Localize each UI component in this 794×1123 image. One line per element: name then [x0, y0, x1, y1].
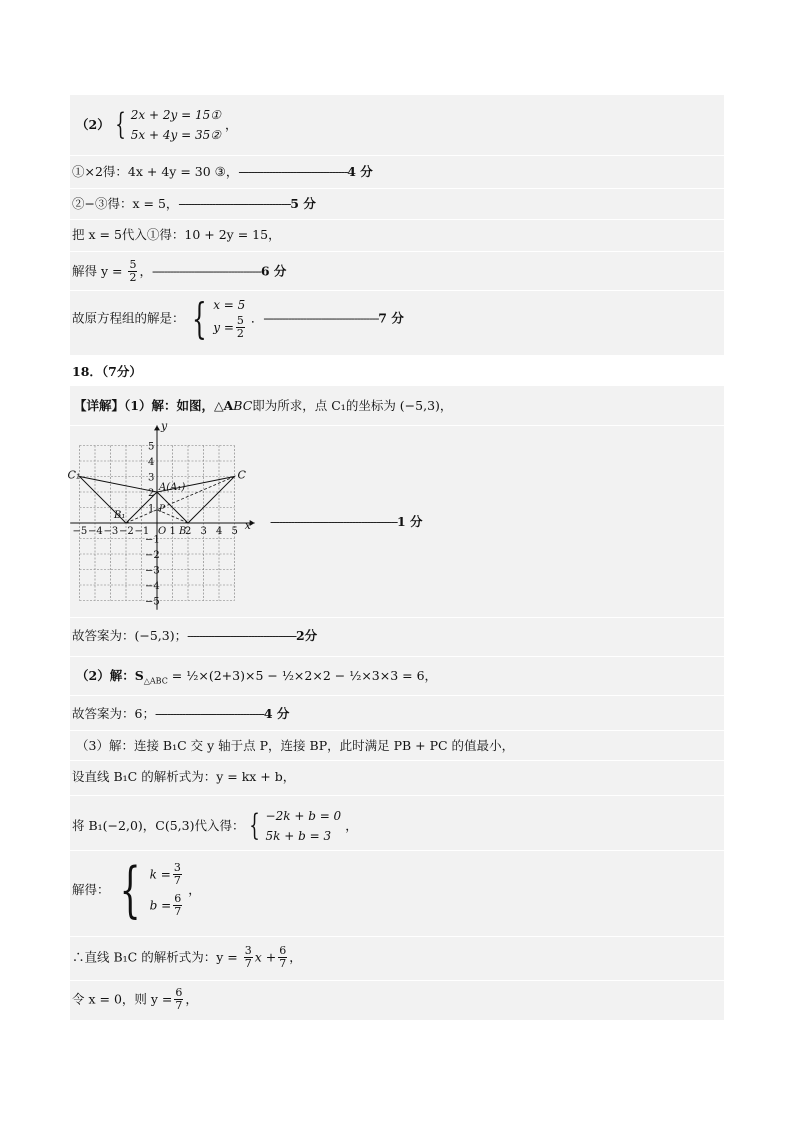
- x-tick-label: 1: [169, 526, 176, 537]
- separator: [70, 730, 724, 731]
- point-label-a: A(A₁): [159, 482, 186, 493]
- x-tick-label: −1: [134, 526, 150, 537]
- solution-system: k = $\frac{3}{7}$ b = $\frac{6}{7}$: [149, 861, 182, 918]
- y-axis-arrow-icon: [154, 425, 160, 430]
- part3-result-line: ∴直线 B₁C 的解析式为：y = $\frac{3}{7}$ x + $\frac{6}{7}$ ，: [72, 944, 302, 970]
- point-label-c1: C₁: [67, 468, 81, 482]
- answer-line-2: 故答案为：6；------------------------------------4 分: [72, 706, 290, 721]
- score-mark: 2分: [295, 628, 318, 643]
- step-text: ①×2得：4x + 4y = 30 ③，: [72, 164, 239, 179]
- dash-leader: -------------------------------------: [178, 196, 291, 211]
- separator: [70, 980, 724, 981]
- separator: [70, 188, 724, 189]
- score-mark: 1 分: [397, 514, 423, 529]
- y-tick-label: 1: [148, 503, 155, 515]
- step-line-1: [72, 163, 726, 181]
- step-line-3: [72, 226, 726, 244]
- step-line-5: 故原方程组的解是： { x = 5 y = $\frac{5}{2}$ ．--------------------------------------7 分: [72, 293, 404, 343]
- fraction: $\frac{6}{7}$: [279, 944, 287, 970]
- separator: [70, 656, 724, 657]
- y-tick-label: −4: [145, 581, 160, 592]
- step-line-4: 解得 y = $\frac{5}{2}$ ，------------------------------------6 分: [72, 258, 287, 284]
- part3-substitution-line: 将 B₁(−2,0)，C(5,3)代入得： { −2k + b = 0 5k + b = 3 ，: [72, 806, 726, 846]
- x-tick-label: 2: [185, 526, 192, 537]
- y-tick-label: 5: [148, 441, 155, 453]
- y-tick-label: −5: [145, 596, 160, 608]
- step-line-2: [72, 195, 726, 213]
- part3-line-equation: 设直线 B₁C 的解析式为：y = kx + b，: [72, 769, 296, 784]
- coordinate-graph: [67, 419, 270, 616]
- question-18-heading: 18．（7分）: [72, 364, 142, 379]
- separator: [70, 850, 724, 851]
- separator: [70, 219, 724, 220]
- point-label-c: C: [237, 468, 246, 482]
- score-mark: 4 分: [263, 706, 290, 721]
- y-tick-label: −2: [145, 550, 160, 561]
- part3-solve-line: 解得： { k = $\frac{3}{7}$ b = $\frac{6}{7}$ ，: [72, 855, 201, 925]
- origin-label: O: [158, 526, 167, 537]
- fraction: $\frac{5}{2}$: [129, 258, 137, 284]
- fraction: $\frac{6}{7}$: [175, 986, 183, 1012]
- answer-line-1: 故答案为：(−5,3)；------------------------------------2分: [72, 628, 318, 643]
- separator: [70, 936, 724, 937]
- x-axis-label: x: [244, 519, 251, 532]
- area-line: （2）解：$S_{\triangle ABC}$ = ½×(2+3)×5 − ½×2×2 − ½×3×3 = 6，: [76, 668, 438, 686]
- score-mark: 7 分: [378, 310, 404, 326]
- part3-intro-line: （3）解：连接 B₁C 交 y 轴于点 P，连接 BP，此时满足 PB + PC 的值最小，: [76, 738, 515, 753]
- separator: [70, 155, 724, 156]
- dash-leader: ------------------------------------------: [270, 514, 397, 529]
- y-tick-label: −1: [145, 534, 160, 546]
- part3-let-line: 令 x = 0，则 y = $\frac{6}{7}$ ，: [72, 986, 198, 1012]
- equation-system: [131, 105, 221, 145]
- x-tick-label: 4: [216, 526, 223, 537]
- step-text: 解得 y =: [72, 263, 123, 279]
- x-tick-label: −5: [72, 526, 88, 537]
- y-tick-label: 4: [148, 457, 155, 468]
- step-text: 故原方程组的解是：: [72, 310, 185, 326]
- separator: [70, 760, 724, 761]
- x-tick-label: −4: [88, 526, 103, 537]
- solution-system: x = 5 y = $\frac{5}{2}$: [213, 298, 246, 340]
- x-tick-label: 5: [231, 526, 238, 537]
- dash-leader: ------------------------------------: [187, 628, 296, 643]
- separator: [70, 290, 724, 291]
- x-tick-label: −3: [103, 526, 119, 537]
- graph-score-line: [270, 513, 470, 531]
- part2-system-line: [76, 105, 730, 145]
- fraction: $\frac{6}{7}$: [174, 892, 182, 918]
- equation-1: 2x + 2y = 15①: [130, 108, 221, 122]
- point-label-b: B: [179, 526, 187, 537]
- left-brace-icon: {: [249, 808, 261, 843]
- score-mark: 4 分: [347, 164, 373, 179]
- dash-leader: ------------------------------------: [154, 706, 264, 721]
- separator: [70, 617, 724, 618]
- separator: [70, 251, 724, 252]
- part2-label: （2）: [76, 117, 110, 132]
- step-text: 把 x = 5代入①得：10 + 2y = 15，: [72, 227, 281, 242]
- fraction: $\frac{3}{7}$: [244, 944, 252, 970]
- x-tick-label: 3: [200, 526, 207, 537]
- score-mark: 5 分: [290, 196, 316, 211]
- left-brace-icon: {: [191, 293, 207, 343]
- y-tick-label: 3: [148, 472, 155, 484]
- fraction: $\frac{5}{2}$: [236, 314, 244, 340]
- equation-system: −2k + b = 0 5k + b = 3: [265, 809, 342, 843]
- step-text: ②−③得：x = 5，: [72, 196, 179, 211]
- y-tick-label: −3: [145, 565, 160, 577]
- equation-2: 5x + 4y = 35②: [130, 128, 221, 142]
- left-brace-icon: {: [114, 107, 126, 142]
- point-label-b1: B₁: [114, 510, 126, 521]
- axes: [67, 425, 254, 609]
- left-brace-icon: {: [119, 855, 141, 925]
- separator: [70, 695, 724, 696]
- x-tick-label: −2: [119, 526, 134, 537]
- dash-leader: --------------------------------------: [263, 310, 379, 326]
- score-mark: 6 分: [260, 263, 287, 279]
- point-label-p: P: [159, 504, 166, 515]
- separator: [70, 795, 724, 796]
- detail-line: 【详解】（1）解：如图，△ABC即为所求，点 C₁的坐标为 (−5,3)，: [74, 398, 453, 413]
- fraction: $\frac{3}{7}$: [173, 861, 181, 887]
- dash-leader: ------------------------------------: [151, 263, 261, 279]
- dash-leader: ------------------------------------: [238, 164, 348, 179]
- y-tick-label: 2: [148, 488, 155, 499]
- y-axis-label: y: [161, 419, 168, 433]
- punct: ，: [224, 117, 238, 132]
